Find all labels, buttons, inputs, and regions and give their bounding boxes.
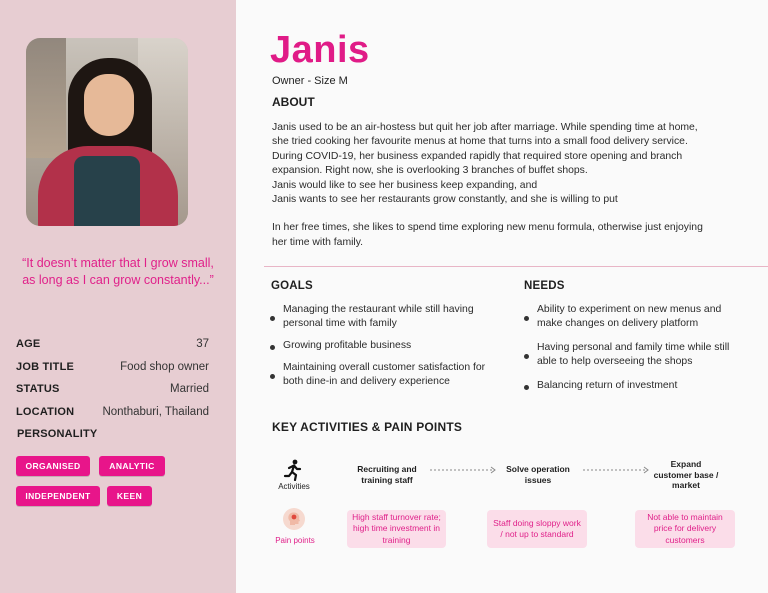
personality-tag: INDEPENDENT <box>16 486 100 506</box>
activities-label: Activities <box>278 482 310 491</box>
about-line: Janis wants to see her restaurants grow constantly, and she is willing to put <box>272 194 618 206</box>
persona-photo <box>26 38 188 226</box>
personality-tag: KEEN <box>107 486 152 506</box>
personality-tag: ORGANISED <box>16 456 90 476</box>
about-line: In her free times, she likes to spend time exploring new menu formula, otherwise just enjoying <box>272 222 703 234</box>
goal-item: Maintaining overall customer satisfaction for both dine-in and delivery experience <box>270 361 500 389</box>
dotted-arrow-icon <box>583 466 651 474</box>
need-item: Ability to experiment on new menus and make changes on delivery platform <box>524 303 748 331</box>
pain-point-card: Staff doing sloppy work / not up to standard <box>487 510 587 548</box>
personality-heading: PERSONALITY <box>17 428 98 440</box>
fact-label: AGE <box>16 338 41 351</box>
about-text <box>272 121 748 250</box>
dotted-arrow-icon <box>430 466 498 474</box>
fact-status <box>16 378 209 401</box>
pain-point-card: Not able to maintain price for delivery customers <box>635 510 735 548</box>
profile-panel <box>0 0 236 593</box>
about-heading: ABOUT <box>272 95 315 109</box>
about-line: Janis would like to see her business keep expanding, and <box>272 179 538 191</box>
fact-job-title <box>16 356 209 379</box>
fact-label: STATUS <box>16 383 60 396</box>
fact-location <box>16 401 209 424</box>
about-line: her time with family. <box>272 236 364 248</box>
fact-label: LOCATION <box>16 405 75 418</box>
fact-value: Nonthaburi, Thailand <box>102 405 209 418</box>
fact-value: Food shop owner <box>120 360 209 373</box>
need-item: Balancing return of investment <box>524 379 748 393</box>
fact-age <box>16 333 209 356</box>
goal-item: Managing the restaurant while still having personal time with family <box>270 303 500 331</box>
needs-list <box>524 303 748 393</box>
goal-item: Growing profitable business <box>270 339 500 353</box>
about-line: During COVID-19, her business expanded rapidly that required store opening and branch <box>272 150 683 162</box>
activity-step: Recruiting and training staff <box>357 464 417 485</box>
pain-point-card: High staff turnover rate; high time investment in training <box>347 510 446 548</box>
persona-name: Janis <box>270 29 370 71</box>
running-person-icon <box>283 459 303 481</box>
fact-value: 37 <box>196 338 209 351</box>
needs-heading: NEEDS <box>524 280 565 292</box>
need-item: Having personal and family time while still able to help overseeing the shops <box>524 341 748 369</box>
goals-list <box>270 303 500 389</box>
section-divider <box>264 266 768 267</box>
fact-value: Married <box>170 383 209 396</box>
activity-step: Expand customer base / market <box>653 459 719 490</box>
facts-list <box>16 333 209 423</box>
goals-heading: GOALS <box>271 280 313 292</box>
persona-role: Owner - Size M <box>272 75 348 87</box>
pain-points-label: Pain points <box>275 536 315 545</box>
about-line: Janis used to be an air-hostess but quit her job after marriage. While spending time at home, <box>272 122 698 133</box>
fact-label: JOB TITLE <box>16 360 75 373</box>
about-line: expansion. Right now, she is overlooking 3 branches of buffet shops. <box>272 165 588 177</box>
activity-step: Solve operation issues <box>506 464 570 485</box>
persona-quote: “It doesn’t matter that I grow small, as long as I can grow constantly...” <box>22 256 214 287</box>
pain-head-icon <box>283 508 305 530</box>
about-line: she tried cooking her favourite menus at home that turns into a small food delivery service. <box>272 136 688 148</box>
key-activities-heading: KEY ACTIVITIES & PAIN POINTS <box>272 420 463 434</box>
personality-tag: ANALYTIC <box>99 456 165 476</box>
